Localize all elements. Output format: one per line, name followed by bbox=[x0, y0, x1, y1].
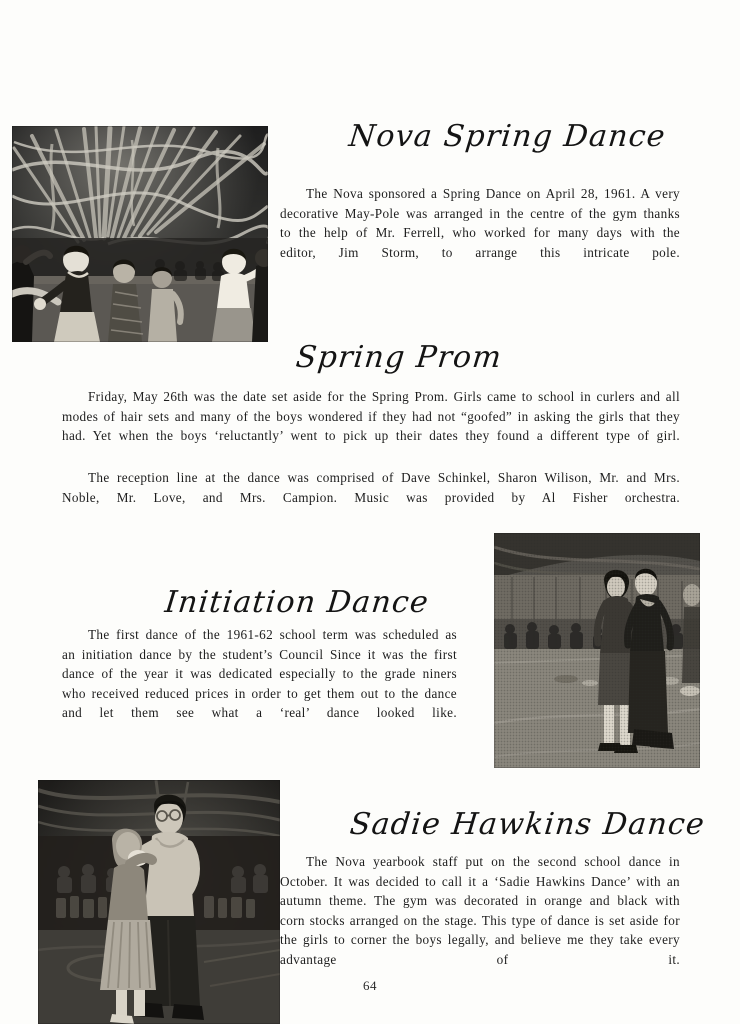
initiation-dance-photo bbox=[494, 533, 700, 768]
body-spring-prom bbox=[62, 387, 680, 527]
body-nova-spring-dance bbox=[280, 184, 680, 282]
body-initiation-dance bbox=[62, 625, 457, 743]
paragraph: The Nova sponsored a Spring Dance on April 28, 1961. A very decorative May-Pole was arranged in the centre of the gym thanks to the help of Mr. Ferrell, who worked for many days with the editor, Jim Storm, to arrange this intricate pole. bbox=[280, 186, 680, 260]
paragraph: Friday, May 26th was the date set aside for the Spring Prom. Girls came to school in curlers and all modes of hair sets and many of the boys wondered if they had not “goofed” in asking the girls that they had. Yet when the boys ‘reluctantly’ went to pick up their dates they found a different type of girl. bbox=[62, 389, 680, 444]
maypole-photo-graphic bbox=[12, 126, 268, 342]
heading-nova-spring-dance: Nova Spring Dance bbox=[347, 119, 668, 154]
paragraph: The Nova yearbook staff put on the second school dance in October. It was decided to call it a ‘Sadie Hawkins Dance’ with an autumn theme. The gym was decorated in orange and black with corn stocks arranged on the stage. This type of dance is set aside for the girls to corner the boys legally, and believe me they take every advantage of it. bbox=[280, 854, 680, 967]
heading-initiation-dance: Initiation Dance bbox=[163, 585, 431, 620]
paragraph: The first dance of the 1961-62 school term was scheduled as an initiation dance by the student’s Council Since it was the first dance of the year it was dedicated especially to the grade niners who received reduced prices in order to get them out to the dance and let them see what a ‘real’ dance looked like. bbox=[62, 627, 457, 721]
heading-spring-prom: Spring Prom bbox=[294, 340, 504, 375]
initiation-dance-photo-graphic bbox=[494, 533, 700, 768]
maypole-photo bbox=[12, 126, 268, 342]
paragraph: The reception line at the dance was comprised of Dave Schinkel, Sharon Wilison, Mr. and Mrs. Noble, Mr. Love, and Mrs. Campion. Music was provided by Al Fisher orchestra. bbox=[62, 470, 680, 505]
heading-sadie-hawkins-dance: Sadie Hawkins Dance bbox=[348, 807, 707, 842]
body-sadie-hawkins-dance bbox=[280, 852, 680, 989]
page-number: 64 bbox=[363, 978, 377, 993]
